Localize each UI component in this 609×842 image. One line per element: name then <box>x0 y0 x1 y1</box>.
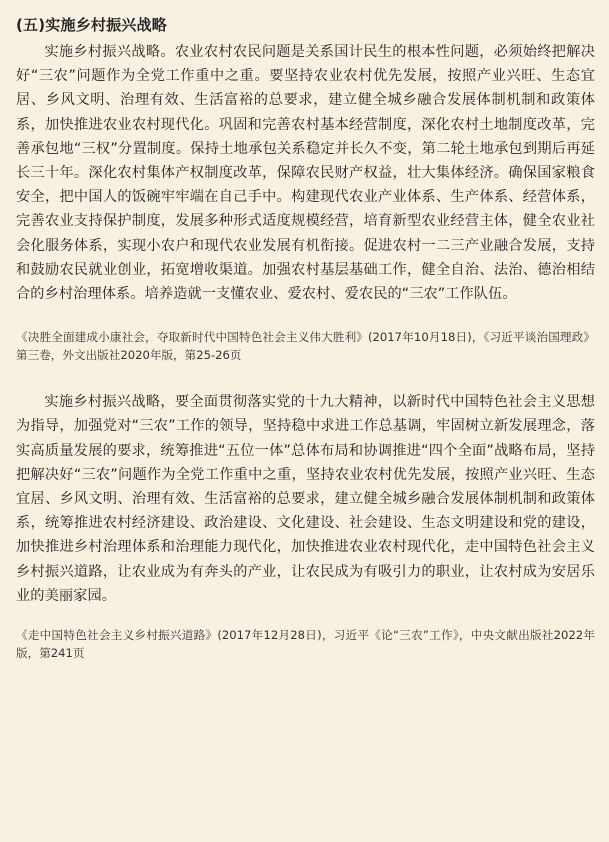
spacer <box>16 364 595 390</box>
spacer <box>16 608 595 626</box>
source-citation: 《走中国特色社会主义乡村振兴道路》(2017年12月28日)，习近平《论“三农”工作》，中央文献出版社2022年版，第241页 <box>16 628 595 661</box>
section-title: (五)实施乡村振兴战略 <box>16 16 167 34</box>
source-citation: 《决胜全面建成小康社会，夺取新时代中国特色社会主义伟大胜利》(2017年10月18日)，《习近平谈治国理政》第三卷，外文出版社2020年版，第25-26页 <box>16 330 595 363</box>
quote-paragraph: 实施乡村振兴战略。农业农村农民问题是关系国计民生的根本性问题，必须始终把解决好“三农”问题作为全党工作重中之重。要坚持农业农村优先发展，按照产业兴旺、生态宜居、乡风文明、治理有效、生活富裕的总要求，建立健全城乡融合发展体制机制和政策体系，加快推进农业农村现代化。巩固和完善农村基本经营制度，深化农村土地制度改革，完善承包地“三权”分置制度。保持土地承包关系稳定并长久不变，第二轮土地承包到期后再延长三十年。深化农村集体产权制度改革，保障农民财产权益，壮大集体经济。确保国家粮食安全，把中国人的饭碗牢牢端在自己手中。构建现代农业产业体系、生产体系、经营体系，完善农业支持保护制度，发展多种形式适度规模经营，培育新型农业经营主体，健全农业社会化服务体系，实现小农户和现代农业发展有机衔接。促进农村一二三产业融合发展，支持和鼓励农民就业创业，拓宽增收渠道。加强农村基层基础工作，健全自治、法治、德治相结合的乡村治理体系。培养造就一支懂农业、爱农村、爱农民的“三农”工作队伍。 <box>16 44 595 303</box>
quote-paragraph: 实施乡村振兴战略，要全面贯彻落实党的十九大精神，以新时代中国特色社会主义思想为指导，加强党对“三农”工作的领导，坚持稳中求进工作总基调，牢固树立新发展理念，落实高质量发展的要求，统筹推进“五位一体”总体布局和协调推进“四个全面”战略布局，坚持把解决好“三农”问题作为全党工作重中之重，坚持农业农村优先发展，按照产业兴旺、生态宜居、乡风文明、治理有效、生活富裕的总要求，建立健全城乡融合发展体制机制和政策体系，统筹推进农村经济建设、政治建设、文化建设、社会建设、生态文明建设和党的建设，加快推进乡村治理体系和治理能力现代化，加快推进农业农村现代化，走中国特色社会主义乡村振兴道路，让农业成为有奔头的产业，让农民成为有吸引力的职业，让农村成为安居乐业的美丽家园。 <box>16 394 595 604</box>
spacer <box>16 306 595 328</box>
